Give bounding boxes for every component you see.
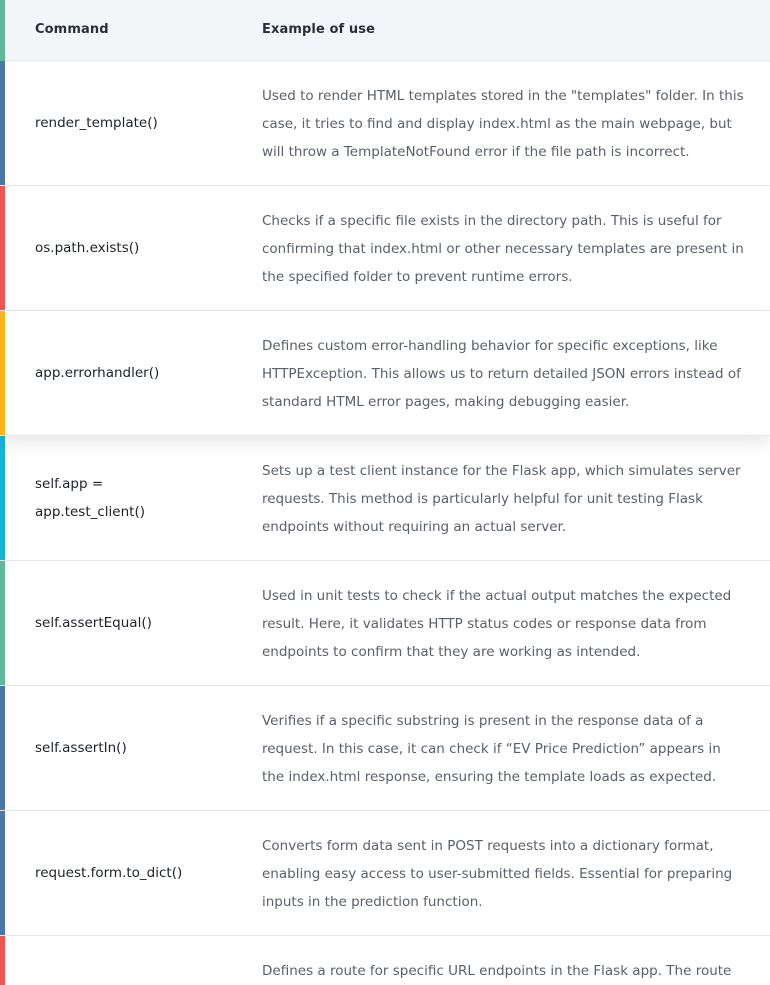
command-cell: app.errorhandler() <box>35 365 160 381</box>
header-accent-bar <box>0 0 5 61</box>
row-accent-bar <box>0 811 5 935</box>
table-row <box>0 686 770 811</box>
table-row <box>0 561 770 686</box>
row-accent-bar <box>0 936 5 985</box>
row-accent-bar <box>0 311 5 435</box>
description-cell: Sets up a test client instance for the Flask app, which simulates server requests. This method is particularly helpful for unit testing Flask endpoints without requiring an actual server. <box>262 463 741 535</box>
row-accent-bar <box>0 186 5 310</box>
row-accent-bar <box>0 561 5 685</box>
command-cell <box>35 936 235 985</box>
table-header <box>0 0 770 61</box>
command-cell: self.assertIn() <box>35 740 127 756</box>
table-row <box>0 936 770 985</box>
description-cell: Converts form data sent in POST requests into a dictionary format, enabling easy access to user-submitted fields. Essential for preparing inputs in the prediction function. <box>262 838 733 910</box>
command-cell: self.assertEqual() <box>35 615 152 631</box>
description-cell: Used to render HTML templates stored in the "templates" folder. In this case, it tries to find and display index.html as the main webpage, but will throw a TemplateNotFound error if the file path is incorrect. <box>262 88 744 160</box>
table-row <box>0 61 770 186</box>
command-cell: render_template() <box>35 115 158 131</box>
description-cell: Verifies if a specific substring is present in the response data of a request. In this case, it can check if “EV Price Prediction” appears in the index.html response, ensuring the template loads as expected. <box>262 713 721 785</box>
description-cell: Used in unit tests to check if the actual output matches the expected result. Here, it validates HTTP status codes or response data from endpoints to confirm that they are working as intended. <box>262 588 732 660</box>
description-cell: Checks if a specific file exists in the directory path. This is useful for confirming that index.html or other necessary templates are present in the specified folder to prevent runtime errors. <box>262 213 744 285</box>
command-cell: request.form.to_dict() <box>35 865 183 881</box>
table-row <box>0 311 770 436</box>
table-row <box>0 811 770 936</box>
row-accent-bar <box>0 686 5 810</box>
command-cell: self.app = app.test_client() <box>35 476 145 520</box>
row-accent-bar <box>0 436 5 560</box>
column-header-example: Example of use <box>262 22 376 37</box>
row-accent-bar <box>0 61 5 185</box>
command-cell: os.path.exists() <box>35 240 140 256</box>
description-cell: Defines a route for specific URL endpoints in the Flask app. The route <box>262 963 732 979</box>
table-row <box>0 436 770 561</box>
column-header-command: Command <box>35 22 109 37</box>
description-cell: Defines custom error-handling behavior for specific exceptions, like HTTPException. This allows us to return detailed JSON errors instead of standard HTML error pages, making debugging easier. <box>262 338 741 410</box>
table-row <box>0 186 770 311</box>
